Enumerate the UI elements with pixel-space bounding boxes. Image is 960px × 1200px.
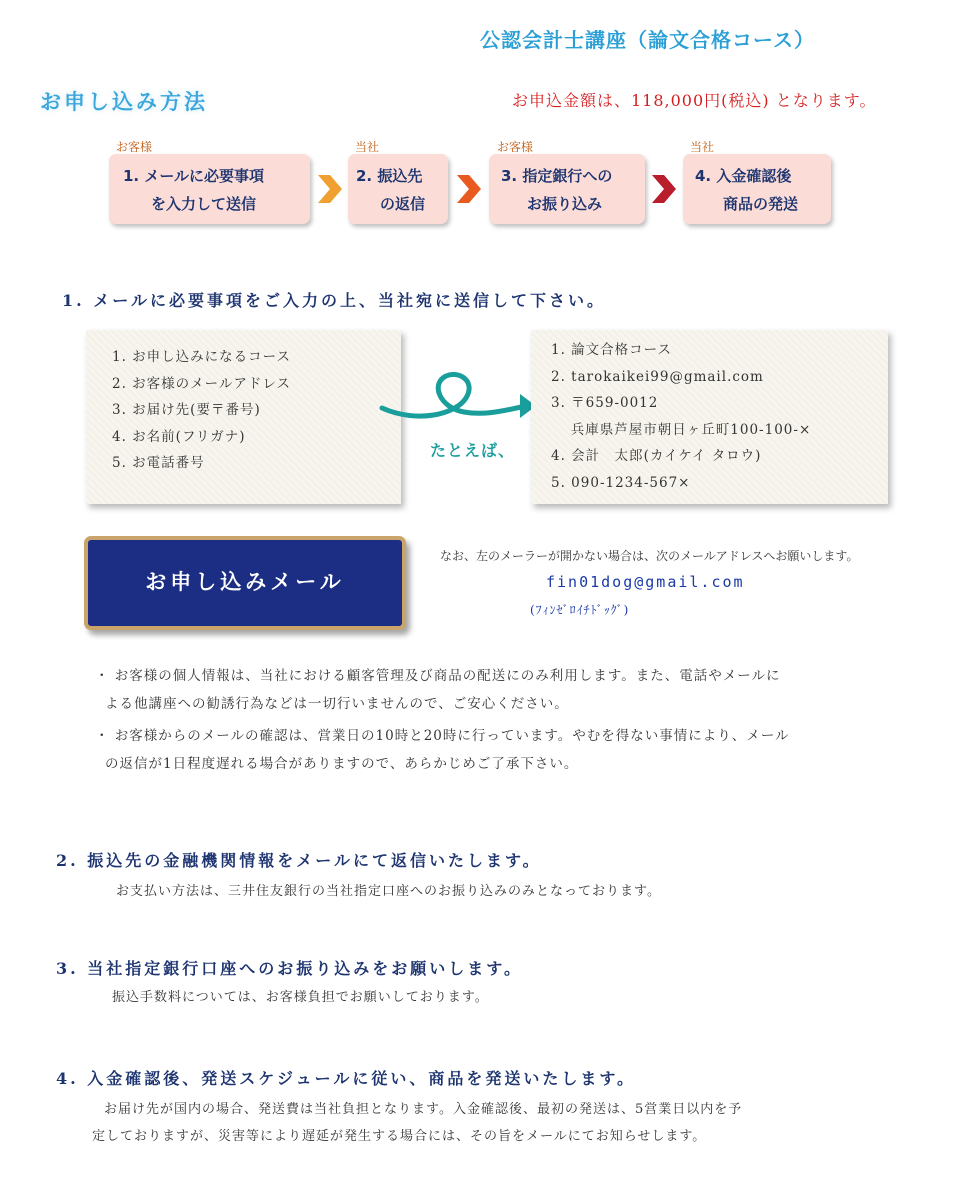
alt-email-reading: (ﾌｨﾝｾﾞﾛｲﾁﾄﾞｯｸﾞ)	[530, 603, 630, 617]
section-4-heading: 4. 入金確認後、発送スケジュールに従い、商品を発送いたします。	[56, 1069, 637, 1088]
example-item: 5. 090-1234-567×	[551, 474, 691, 491]
alt-email-note: なお、左のメーラーが開かない場合は、次のメールアドレスへお願いします。	[440, 549, 859, 563]
step-flow	[0, 0, 960, 240]
step-1-box	[109, 154, 310, 224]
notice-bullets	[95, 662, 935, 778]
step-4-line1: 4. 入金確認後	[695, 167, 792, 185]
notice-bullet-line: よる他講座への勧誘行為などは一切行いませんので、ご安心ください。	[105, 696, 569, 712]
notice-bullet-line: ・ お客様の個人情報は、当社における顧客管理及び商品の配送にのみ利用します。また、電話やメールに	[95, 668, 781, 684]
step-4-line2: 商品の発送	[723, 195, 799, 213]
curl-arrow-icon	[378, 366, 538, 432]
step-3-role: お客様	[497, 140, 534, 154]
required-item: 2. お客様のメールアドレス	[112, 375, 291, 392]
step-1-role: お客様	[116, 140, 153, 154]
section-4-body	[92, 1096, 742, 1150]
step-3-line1: 3. 指定銀行への	[501, 167, 613, 185]
section-3-heading: 3. 当社指定銀行口座へのお振り込みをお願いします。	[56, 959, 523, 978]
example-item: 1. 論文合格コース	[551, 342, 672, 358]
notice-bullet	[95, 662, 935, 718]
required-item: 4. お名前(フリガナ)	[112, 428, 246, 445]
course-title: 公認会計士講座（論文合格コース）	[480, 28, 815, 52]
section-title: お申し込み方法	[40, 90, 208, 114]
notice-bullet	[95, 722, 935, 778]
section-4-body-line: お届け先が国内の場合、発送費は当社負担となります。入金確認後、最初の発送は、5営業日以内を予	[104, 1102, 743, 1117]
step-1-line1: 1. メールに必要事項	[123, 167, 265, 185]
example-label: たとえば、	[430, 441, 516, 460]
required-item: 3. お届け先(要〒番号)	[112, 402, 261, 418]
section-1-heading: 1. メールに必要事項をご入力の上、当社宛に送信して下さい。	[62, 291, 606, 310]
step-2-line1: 2. 振込先	[356, 167, 423, 185]
example-item: 兵庫県芦屋市朝日ヶ丘町100-100-×	[551, 421, 812, 438]
step-4-box	[683, 154, 831, 224]
step-2-line2: の返信	[380, 195, 426, 213]
chevron-right-icon	[650, 173, 678, 205]
step-2-box	[348, 154, 448, 224]
chevron-right-icon	[316, 173, 344, 205]
example-item: 4. 会計 太郎(カイケイ タロウ)	[551, 448, 762, 464]
step-2-role: 当社	[355, 140, 380, 154]
section-4-body-line: 定しておりますが、災害等により遅延が発生する場合には、その旨をメールにてお知らせします。	[92, 1129, 707, 1144]
required-items-card	[86, 330, 401, 504]
example-card	[531, 330, 888, 504]
section-3-body: 振込手数料については、お客様負担でお願いしております。	[112, 990, 489, 1005]
alt-email-link[interactable]: fin01dog@gmail.com	[546, 573, 745, 591]
price-notice: お申込金額は、118,000円(税込) となります。	[512, 91, 877, 110]
step-4-role: 当社	[690, 140, 715, 154]
apply-mail-button[interactable]: お申し込みメール	[84, 536, 406, 630]
notice-bullet-line: ・ お客様からのメールの確認は、営業日の10時と20時に行っています。やむを得ない事情により、メール	[95, 728, 790, 744]
chevron-right-icon	[455, 173, 483, 205]
notice-bullet-line: の返信が1日程度遅れる場合がありますので、あらかじめご了承下さい。	[105, 756, 579, 772]
step-1-line2: を入力して送信	[151, 195, 257, 213]
section-2-body: お支払い方法は、三井住友銀行の当社指定口座へのお振り込みのみとなっております。	[116, 884, 661, 899]
required-item: 5. お電話番号	[112, 455, 205, 471]
required-item: 1. お申し込みになるコース	[112, 349, 291, 365]
step-3-box	[489, 154, 645, 224]
example-item: 3. 〒659-0012	[551, 395, 659, 411]
example-item: 2. tarokaikei99@gmail.com	[551, 368, 764, 385]
step-3-line2: お振り込み	[527, 195, 603, 213]
section-2-heading: 2. 振込先の金融機関情報をメールにて返信いたします。	[56, 851, 542, 870]
